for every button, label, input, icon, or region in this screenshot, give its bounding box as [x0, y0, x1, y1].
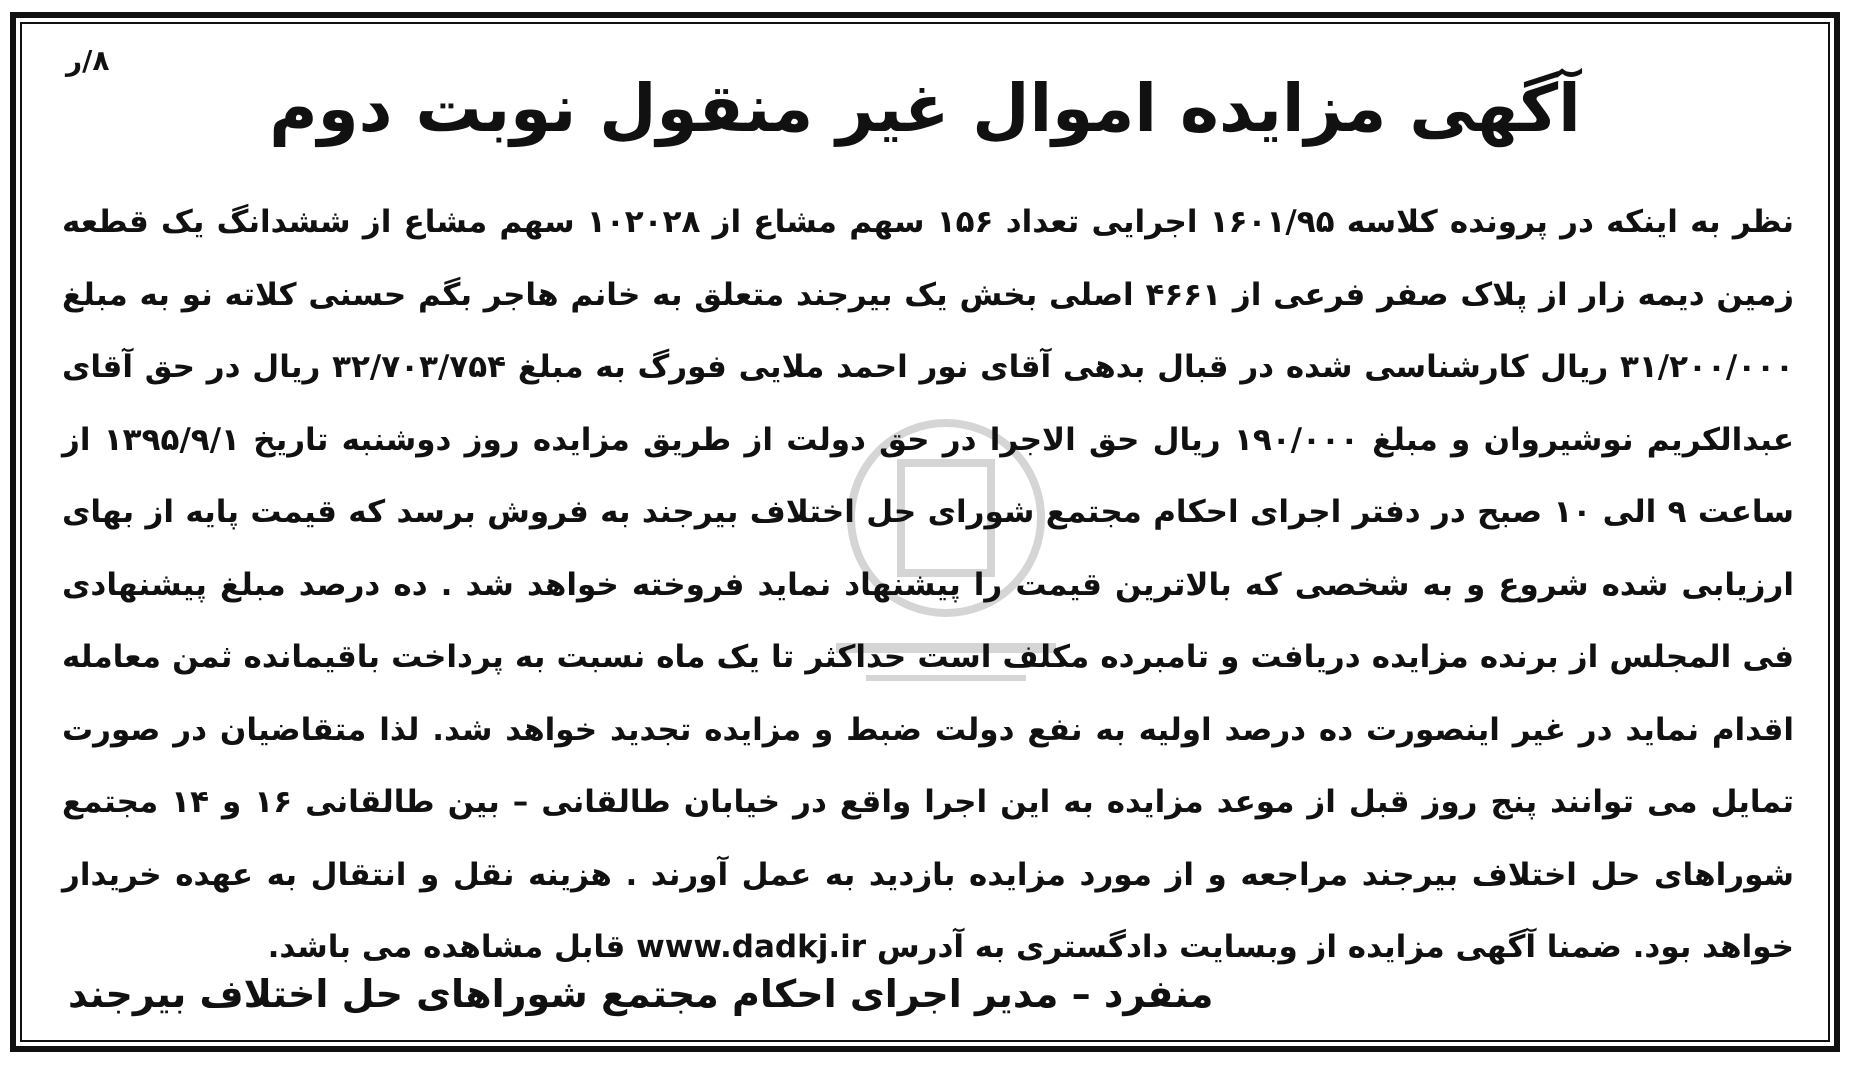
notice-body: نظر به اینکه در پرونده کلاسه ۱۶۰۱/۹۵ اجرایی تعداد ۱۵۶ سهم مشاع از ۱۰۲۰۲۸ سهم مشاع از ششدانگ یک قطعه زمین دیمه زار از پلاک صفر فرعی از ۴۶۶۱ اصلی بخش یک بیرجند متعلق به خانم هاجر بگم حسنی کلاته نو به مبلغ ۳۱/۲۰۰/۰۰۰ ریال کارشناسی شده در قبال بدهی آقای نور احمد ملایی فورگ به مبلغ ۳۲/۷۰۳/۷۵۴ ریال در حق آقای عبدالکریم نوشیروان و مبلغ ۱۹۰/۰۰۰ ریال حق الاجرا در حق دولت از طریق مزایده روز دوشنبه تاریخ ۱۳۹۵/۹/۱ از ساعت ۹ الی ۱۰ صبح در دفتر اجرای احکام مجتمع شورای حل اختلاف بیرجند به فروش برسد که قیمت پایه از بهای ارزیابی شده شروع و به شخصی که بالاترین قیمت را پیشنهاد نماید فروخته خواهد شد . ده درصد مبلغ پیشنهادی فی المجلس از برنده مزایده دریافت و تامبرده مکلف است حداکثر تا یک ماه نسبت به پرداخت باقیمانده ثمن معامله اقدام نماید در غیر اینصورت ده درصد اولیه به نفع دولت ضبط و مزایده تجدید خواهد شد. لذا متقاضیان در صورت تمایل می توانند پنج روز قبل از موعد مزایده به این اجرا واقع در خیابان طالقانی – بین طالقانی ۱۶ و ۱۴ مجتمع شوراهای حل اختلاف بیرجند مراجعه و از مورد مزایده بازدید به عمل آورند . هزینه نقل و انتقال به عهده خریدار خواهد بود. ضمنا آگهی مزایده از وبسایت دادگستری به آدرس www.dadkj.ir قابل مشاهده می باشد.: [62, 204, 1795, 965]
notice-frame: [10, 12, 1840, 1052]
reference-code: ۸/ر: [66, 44, 110, 77]
notice-signature: منفرد – مدیر اجرای احکام مجتمع شوراهای حل اختلاف بیرجند: [68, 972, 1214, 1016]
notice-title: آگهی مزایده اموال غیر منقول نوبت دوم: [269, 70, 1581, 147]
